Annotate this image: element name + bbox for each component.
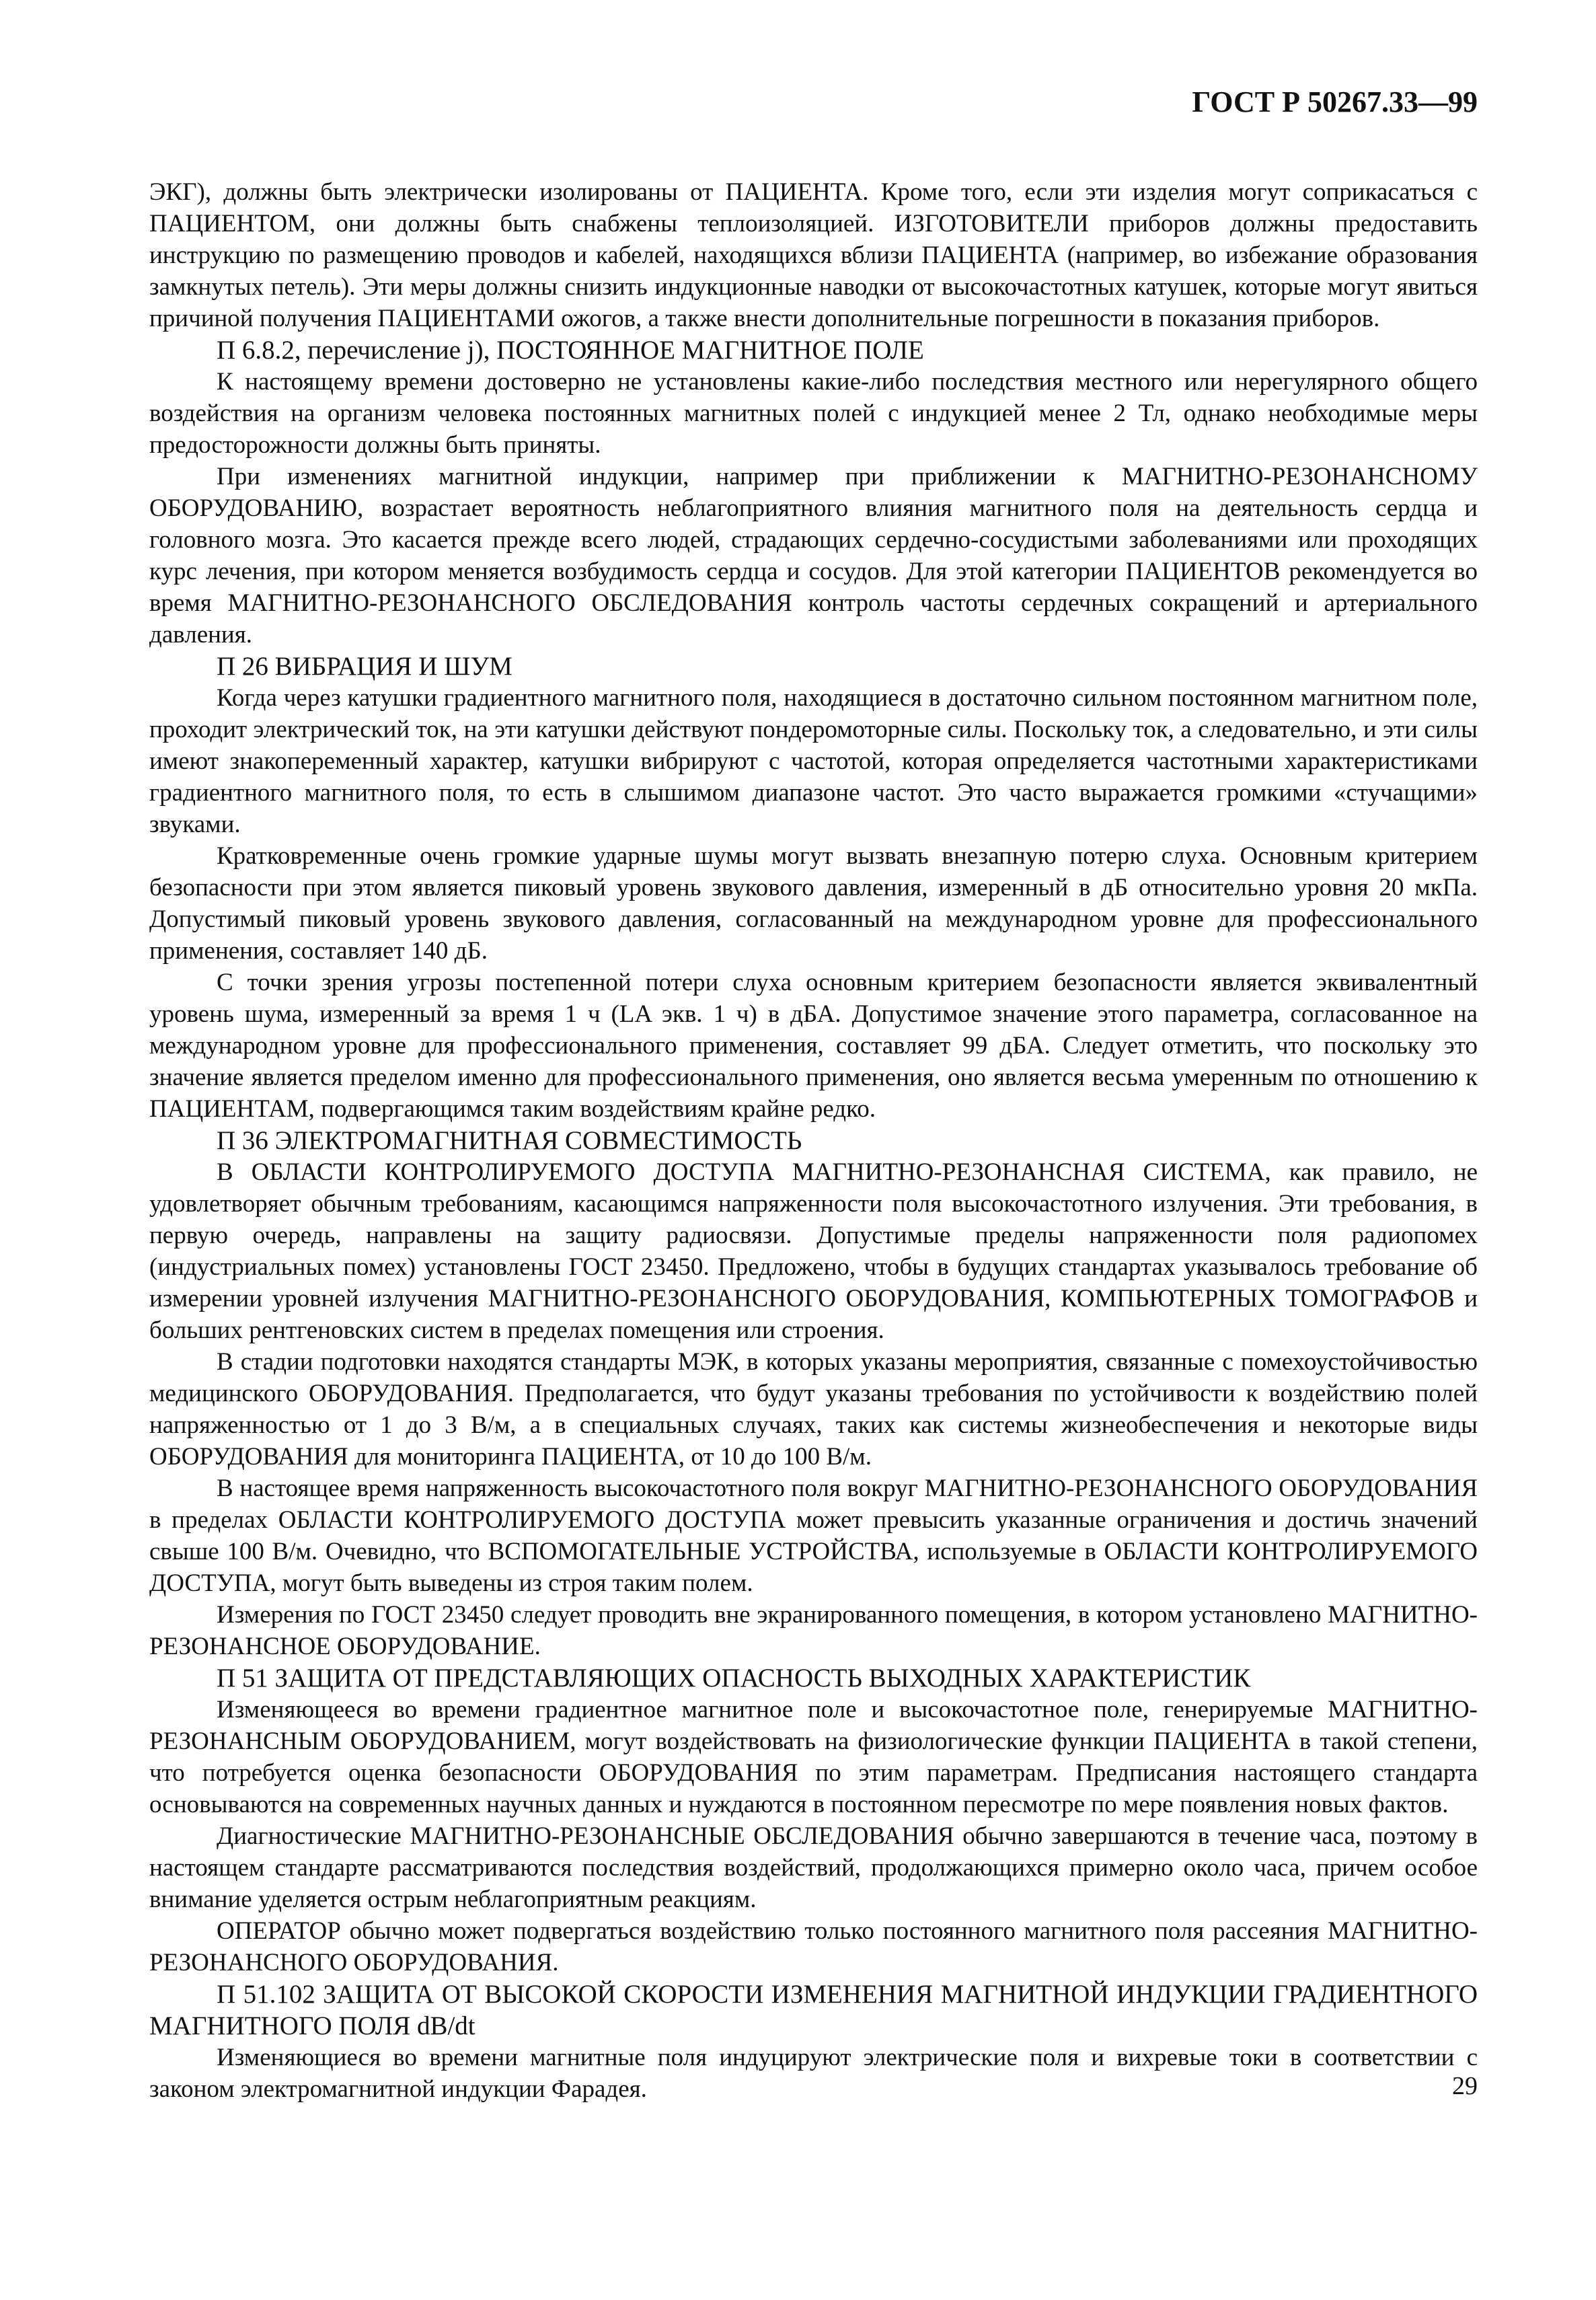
page-number: 29	[1452, 2072, 1478, 2100]
section-heading: П 51.102 ЗАЩИТА ОТ ВЫСОКОЙ СКОРОСТИ ИЗМЕНЕНИЯ МАГНИТНОЙ ИНДУКЦИИ ГРАДИЕНТНОГО МАГНИТНОГО ПОЛЯ dB/dt	[149, 1980, 1478, 2040]
paragraph: При изменениях магнитной индукции, например при приближении к МАГНИТНО-РЕЗОНАНСНОМУ ОБОРУДОВАНИЮ, возрастает вероятность неблагоприятного влияния магнитного поля на деятельность сердца и головного мозга. Это касается прежде всего людей, страдающих сердечно-сосудистыми заболеваниями или проходящих курс лечения, при котором меняется возбудимость сердца и сосудов. Для этой категории ПАЦИЕНТОВ рекомендуется во время МАГНИТНО-РЕЗОНАНСНОГО ОБСЛЕДОВАНИЯ контроль частоты сердечных сокращений и артериального давления.	[149, 463, 1478, 648]
paragraph: С точки зрения угрозы постепенной потери слуха основным критерием безопасности является эквивалентный уровень шума, измеренный за время 1 ч (LA экв. 1 ч) в дБА. Допустимое значение этого параметра, согласованное на международном уровне для профессионального применения, составляет 99 дБА. Следует отметить, что поскольку это значение является пределом именно для профессионального применения, оно является весьма умеренным по отношению к ПАЦИЕНТАМ, подвергающимся таким воздействиям крайне редко.	[149, 969, 1478, 1123]
paragraph: В настоящее время напряженность высокочастотного поля вокруг МАГНИТНО-РЕЗОНАНСНОГО ОБОРУДОВАНИЯ в пределах ОБЛАСТИ КОНТРОЛИРУЕМОГО ДОСТУПА может превысить указанные ограничения и достичь значений свыше 100 В/м. Очевидно, что ВСПОМОГАТЕЛЬНЫЕ УСТРОЙСТВА, используемые в ОБЛАСТИ КОНТРОЛИРУЕМОГО ДОСТУПА, могут быть выведены из строя таким полем.	[149, 1475, 1478, 1597]
document-header: ГОСТ Р 50267.33—99	[1192, 85, 1478, 118]
document-body	[149, 176, 1478, 2105]
paragraph: В ОБЛАСТИ КОНТРОЛИРУЕМОГО ДОСТУПА МАГНИТНО-РЕЗОНАНСНАЯ СИСТЕМА, как правило, не удовлетворяет обычным требованиям, касающимся напряженности поля высокочастотного излучения. Эти требования, в первую очередь, направлены на защиту радиосвязи. Допустимые пределы напряженности поля радиопомех (индустриальных помех) установлены ГОСТ 23450. Предложено, чтобы в будущих стандартах указывалось требование об измерении уровней излучения МАГНИТНО-РЕЗОНАНСНОГО ОБОРУДОВАНИЯ, КОМПЬЮТЕРНЫХ ТОМОГРАФОВ и больших рентгеновских систем в пределах помещения или строения.	[149, 1158, 1478, 1344]
paragraph: Диагностические МАГНИТНО-РЕЗОНАНСНЫЕ ОБСЛЕДОВАНИЯ обычно завершаются в течение часа, поэтому в настоящем стандарте рассматриваются последствия воздействий, продолжающихся примерно около часа, причем особое внимание уделяется острым неблагоприятным реакциям.	[149, 1822, 1478, 1913]
section-heading: П 26 ВИБРАЦИЯ И ШУМ	[217, 652, 512, 681]
paragraph: В стадии подготовки находятся стандарты МЭК, в которых указаны мероприятия, связанные с помехоустойчивостью медицинского ОБОРУДОВАНИЯ. Предполагается, что будут указаны требования по устойчивости к воздействию полей напряженностью от 1 до 3 В/м, а в специальных случаях, таких как системы жизнеобеспечения и некоторые виды ОБОРУДОВАНИЯ для мониторинга ПАЦИЕНТА, от 10 до 100 В/м.	[149, 1348, 1478, 1471]
section-heading: П 36 ЭЛЕКТРОМАГНИТНАЯ СОВМЕСТИМОСТЬ	[217, 1126, 802, 1155]
paragraph: Кратковременные очень громкие ударные шумы могут вызвать внезапную потерю слуха. Основным критерием безопасности при этом является пиковый уровень звукового давления, измеренный в дБ относительно уровня 20 мкПа. Допустимый пиковый уровень звукового давления, согласованный на международном уровне для профессионального применения, составляет 140 дБ.	[149, 842, 1478, 965]
paragraph: Измерения по ГОСТ 23450 следует проводить вне экранированного помещения, в котором установлено МАГНИТНО-РЕЗОНАНСНОЕ ОБОРУДОВАНИЕ.	[149, 1601, 1478, 1660]
paragraph: Изменяющееся во времени градиентное магнитное поле и высокочастотное поле, генерируемые МАГНИТНО-РЕЗОНАНСНЫМ ОБОРУДОВАНИЕМ, могут воздействовать на физиологические функции ПАЦИЕНТА в такой степени, что потребуется оценка безопасности ОБОРУДОВАНИЯ по этим параметрам. Предписания настоящего стандарта основываются на современных научных данных и нуждаются в постоянном пересмотре по мере появления новых фактов.	[149, 1696, 1478, 1818]
section-heading: П 6.8.2, перечисление j), ПОСТОЯННОЕ МАГНИТНОЕ ПОЛЕ	[217, 336, 924, 365]
paragraph: К настоящему времени достоверно не установлены какие-либо последствия местного или нерегулярного общего воздействия на организм человека постоянных магнитных полей с индукцией менее 2 Тл, однако необходимые меры предосторожности должны быть приняты.	[149, 368, 1478, 459]
paragraph: ЭКГ), должны быть электрически изолированы от ПАЦИЕНТА. Кроме того, если эти изделия могут соприкасаться с ПАЦИЕНТОМ, они должны быть снабжены теплоизоляцией. ИЗГОТОВИТЕЛИ приборов должны предоставить инструкцию по размещению проводов и кабелей, находящихся вблизи ПАЦИЕНТА (например, во избежание образования замкнутых петель). Эти меры должны снизить индукционные наводки от высокочастотных катушек, которые могут явиться причиной получения ПАЦИЕНТАМИ ожогов, а также внести дополнительные погрешности в показания приборов.	[149, 178, 1478, 332]
section-heading: П 51 ЗАЩИТА ОТ ПРЕДСТАВЛЯЮЩИХ ОПАСНОСТЬ ВЫХОДНЫХ ХАРАКТЕРИСТИК	[217, 1664, 1251, 1693]
paragraph: Изменяющиеся во времени магнитные поля индуцируют электрические поля и вихревые токи в соответствии с законом электромагнитной индукции Фарадея.	[149, 2044, 1478, 2103]
paragraph: ОПЕРАТОР обычно может подвергаться воздействию только постоянного магнитного поля рассеяния МАГНИТНО-РЕЗОНАНСНОГО ОБОРУДОВАНИЯ.	[149, 1917, 1478, 1976]
paragraph: Когда через катушки градиентного магнитного поля, находящиеся в достаточно сильном постоянном магнитном поле, проходит электрический ток, на эти катушки действуют пондеромоторные силы. Поскольку ток, а следовательно, и эти силы имеют знакопеременный характер, катушки вибрируют с частотой, которая определяется частотными характеристиками градиентного магнитного поля, то есть в слышимом диапазоне частот. Это часто выражается громкими «стучащими» звуками.	[149, 684, 1478, 838]
